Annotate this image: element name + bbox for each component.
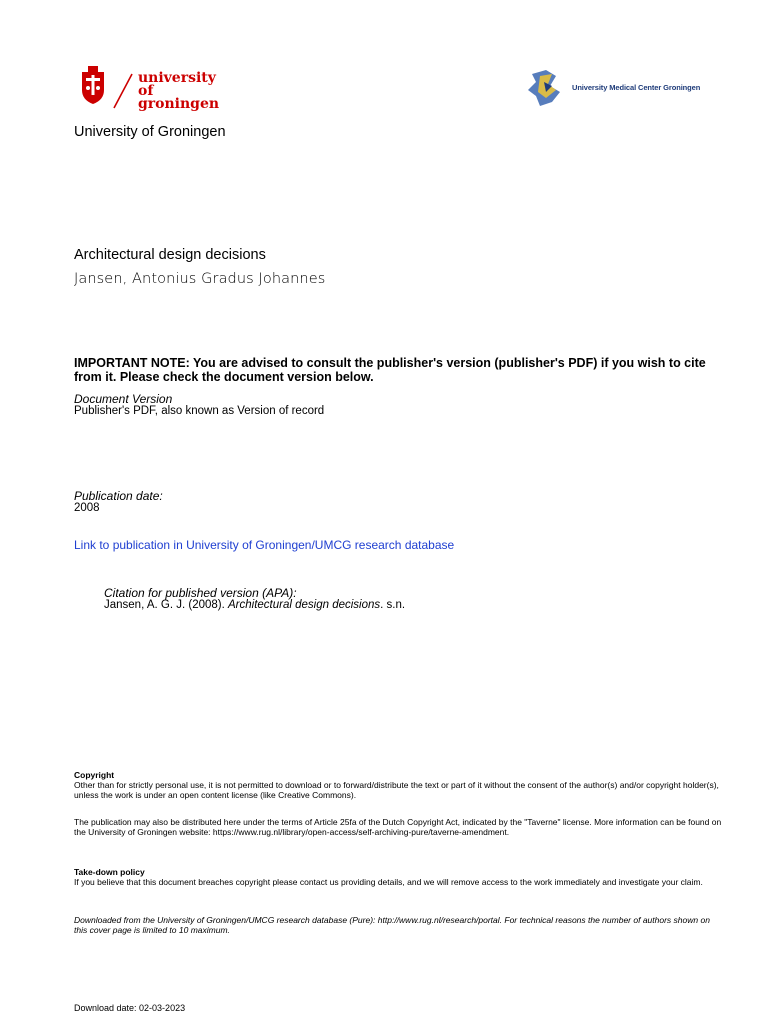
document-version-label: Document Version bbox=[74, 392, 173, 406]
copyright-body: Other than for strictly personal use, it is not permitted to download or to forward/distribute the text or part of it without the consent of the author(s) and/or copyright holder(s), unless the work is under an open content license (like Creative Commons). bbox=[74, 780, 719, 800]
publication-link[interactable]: Link to publication in University of Groningen/UMCG research database bbox=[74, 538, 455, 552]
copyright-heading: Copyright bbox=[74, 770, 115, 780]
umcg-logo bbox=[526, 66, 716, 110]
rug-slash-icon bbox=[110, 70, 136, 110]
document-version-value: Publisher's PDF, also known as Version of record bbox=[74, 405, 325, 417]
download-note: Downloaded from the University of Groningen/UMCG research database (Pure): http://www.rug.nl/research/portal. For technical reasons the number of authors shown on this cover page is limited to 10 maximum. bbox=[74, 915, 710, 935]
taverne-notice: The publication may also be distributed here under the terms of Article 25fa of the Dutch Copyright Act, indicated by the "Taverne" license. More information can be found on the University of Groningen website: https://www.rug.nl/library/open-access/self-archiving-pure/taverne-amendment. bbox=[74, 817, 722, 837]
umcg-emblem-icon bbox=[526, 66, 568, 110]
citation-label: Citation for published version (APA): bbox=[104, 586, 297, 600]
citation-title: Architectural design decisions bbox=[228, 599, 381, 611]
rug-wordmark-line2: groningen bbox=[138, 96, 220, 112]
publication-date-value: 2008 bbox=[74, 502, 100, 514]
takedown-heading: Take-down policy bbox=[74, 867, 145, 877]
citation-value bbox=[104, 599, 405, 611]
rug-shield-icon bbox=[80, 66, 106, 106]
publication-title: Architectural design decisions bbox=[74, 247, 266, 263]
important-note: IMPORTANT NOTE: You are advised to consult the publisher's version (publisher's PDF) if you wish to cite from it. Please check the document version below. bbox=[74, 356, 706, 384]
citation-suffix: . s.n. bbox=[380, 599, 406, 611]
rug-logo bbox=[80, 66, 230, 110]
download-date: Download date: 02-03-2023 bbox=[74, 1003, 186, 1013]
takedown-body: If you believe that this document breaches copyright please contact us providing details, and we will remove access to the work immediately and investigate your claim. bbox=[74, 877, 703, 887]
citation-prefix: Jansen, A. G. J. (2008). bbox=[104, 599, 229, 611]
publication-date-label: Publication date: bbox=[74, 489, 163, 503]
institution-name: University of Groningen bbox=[74, 124, 226, 140]
rug-wordmark-line1: university of bbox=[138, 70, 216, 99]
publication-author: Jansen, Antonius Gradus Johannes bbox=[74, 271, 326, 287]
umcg-wordmark: University Medical Center Groningen bbox=[572, 83, 701, 92]
rug-wordmark bbox=[138, 72, 230, 111]
